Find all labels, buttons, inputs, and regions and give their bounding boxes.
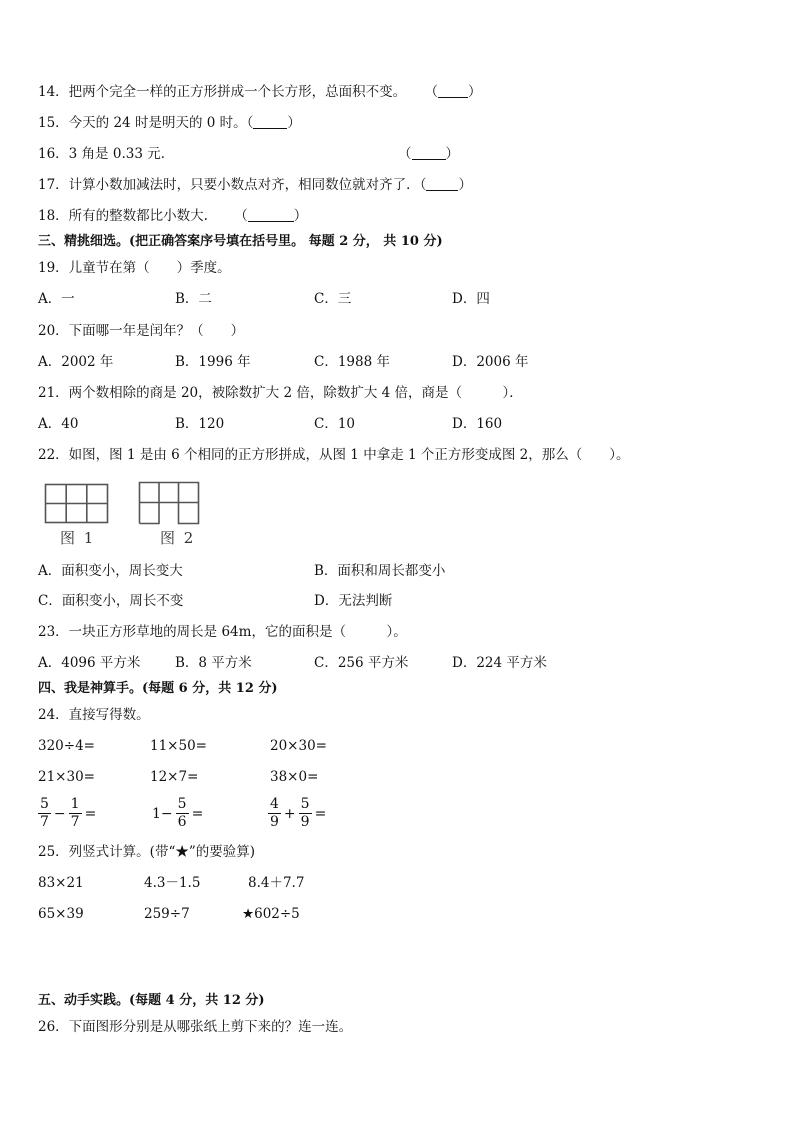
figure-1-label: 图 1: [60, 529, 96, 547]
fraction: $\frac{5}{9}$: [300, 796, 310, 830]
question-17: 17．计算小数加减法时，只要小数点对齐，相同数位就对齐了．（ ）: [38, 177, 472, 193]
vertical-calc-item: 65×39: [38, 906, 84, 922]
question-15: 15．今天的 24 时是明天的 0 时。（ ）: [38, 115, 301, 131]
answer-blank-18[interactable]: [248, 208, 294, 222]
question-25-stem: 25．列竖式计算。(带“★”的要验算): [38, 844, 256, 860]
option-20-a[interactable]: A．2002 年: [38, 354, 114, 370]
vertical-calc-item: 8.4＋7.7: [248, 875, 305, 891]
vertical-calc-item: ★602÷5: [242, 906, 300, 922]
vertical-calc-item: 83×21: [38, 875, 84, 891]
option-19-b[interactable]: B．二: [175, 291, 212, 307]
question-23-stem: 23．一块正方形草地的周长是 64m，它的面积是（ ）。: [38, 624, 407, 640]
option-23-a[interactable]: A．4096 平方米: [38, 655, 141, 671]
option-23-d[interactable]: D．224 平方米: [452, 655, 547, 671]
section-4-title: 四、我是神算手。(每题 6 分，共 12 分): [38, 681, 278, 696]
question-18: 18．所有的整数都比小数大. （ ）: [38, 208, 308, 224]
question-24-stem: 24．直接写得数。: [38, 707, 150, 723]
option-22-a[interactable]: A．面积变小，周长变大: [38, 563, 183, 579]
fraction: $\frac{1}{7}$: [70, 796, 80, 830]
question-26-stem: 26．下面图形分别是从哪张纸上剪下来的？连一连。: [38, 1019, 353, 1035]
option-22-b[interactable]: B．面积和周长都变小: [314, 563, 446, 579]
figure-2-label: 图 2: [160, 529, 196, 547]
fraction: $\frac{4}{9}$: [270, 796, 279, 830]
question-16-answer: （ ）: [398, 146, 459, 162]
answer-blank-16[interactable]: [412, 146, 446, 160]
option-21-a[interactable]: A．40: [38, 416, 79, 432]
option-19-d[interactable]: D．四: [452, 291, 490, 307]
calc-item: 21×30=: [38, 769, 95, 785]
fraction-expression-2: 1− $\frac{5}{6}$ =: [152, 796, 204, 830]
option-20-b[interactable]: B．1996 年: [175, 354, 251, 370]
fraction: $\frac{5}{7}$: [40, 796, 49, 830]
figure-2: [138, 481, 200, 525]
calc-item: 38×0=: [270, 769, 319, 785]
option-23-c[interactable]: C．256 平方米: [314, 655, 409, 671]
fraction-expression-1: $\frac{5}{7}$ − $\frac{1}{7}$ =: [40, 796, 97, 830]
option-20-d[interactable]: D．2006 年: [452, 354, 529, 370]
calc-item: 320÷4=: [38, 738, 95, 754]
vertical-calc-item: 4.3－1.5: [144, 875, 201, 891]
section-5-title: 五、动手实践。(每题 4 分，共 12 分): [38, 993, 265, 1008]
option-19-a[interactable]: A．一: [38, 291, 75, 307]
question-22-stem: 22．如图，图 1 是由 6 个相同的正方形拼成，从图 1 中拿走 1 个正方形变成图 2，那么（ ）。: [38, 447, 630, 463]
calc-item: 11×50=: [150, 738, 207, 754]
answer-blank-14[interactable]: [438, 84, 468, 98]
option-19-c[interactable]: C．三: [314, 291, 352, 307]
calc-item: 20×30=: [270, 738, 327, 754]
fraction-expression-3: $\frac{4}{9}$ + $\frac{5}{9}$ =: [270, 796, 327, 830]
fraction: $\frac{5}{6}$: [177, 796, 187, 830]
question-19-stem: 19．儿童节在第（ ）季度。: [38, 260, 231, 276]
calc-item: 12×7=: [150, 769, 199, 785]
question-20-stem: 20．下面哪一年是闰年？（ ）: [38, 323, 245, 339]
option-21-c[interactable]: C．10: [314, 416, 356, 432]
section-3-title: 三、精挑细选。(把正确答案序号填在括号里。 每题 2 分， 共 10 分): [38, 234, 443, 249]
option-22-d[interactable]: D．无法判断: [314, 593, 393, 609]
question-14: 14．把两个完全一样的正方形拼成一个长方形，总面积不变。 （ ）: [38, 84, 482, 100]
option-22-c[interactable]: C．面积变小，周长不变: [38, 593, 184, 609]
answer-blank-17[interactable]: [426, 177, 458, 191]
question-16: 16．3 角是 0.33 元．: [38, 146, 175, 162]
option-21-b[interactable]: B．120: [175, 416, 225, 432]
figure-1: [44, 483, 110, 525]
option-21-d[interactable]: D．160: [452, 416, 503, 432]
answer-blank-15[interactable]: [253, 115, 287, 129]
option-20-c[interactable]: C．1988 年: [314, 354, 390, 370]
vertical-calc-item: 259÷7: [144, 906, 190, 922]
option-23-b[interactable]: B．8 平方米: [175, 655, 252, 671]
question-21-stem: 21．两个数相除的商是 20，被除数扩大 2 倍，除数扩大 4 倍，商是（ ）．: [38, 385, 523, 401]
